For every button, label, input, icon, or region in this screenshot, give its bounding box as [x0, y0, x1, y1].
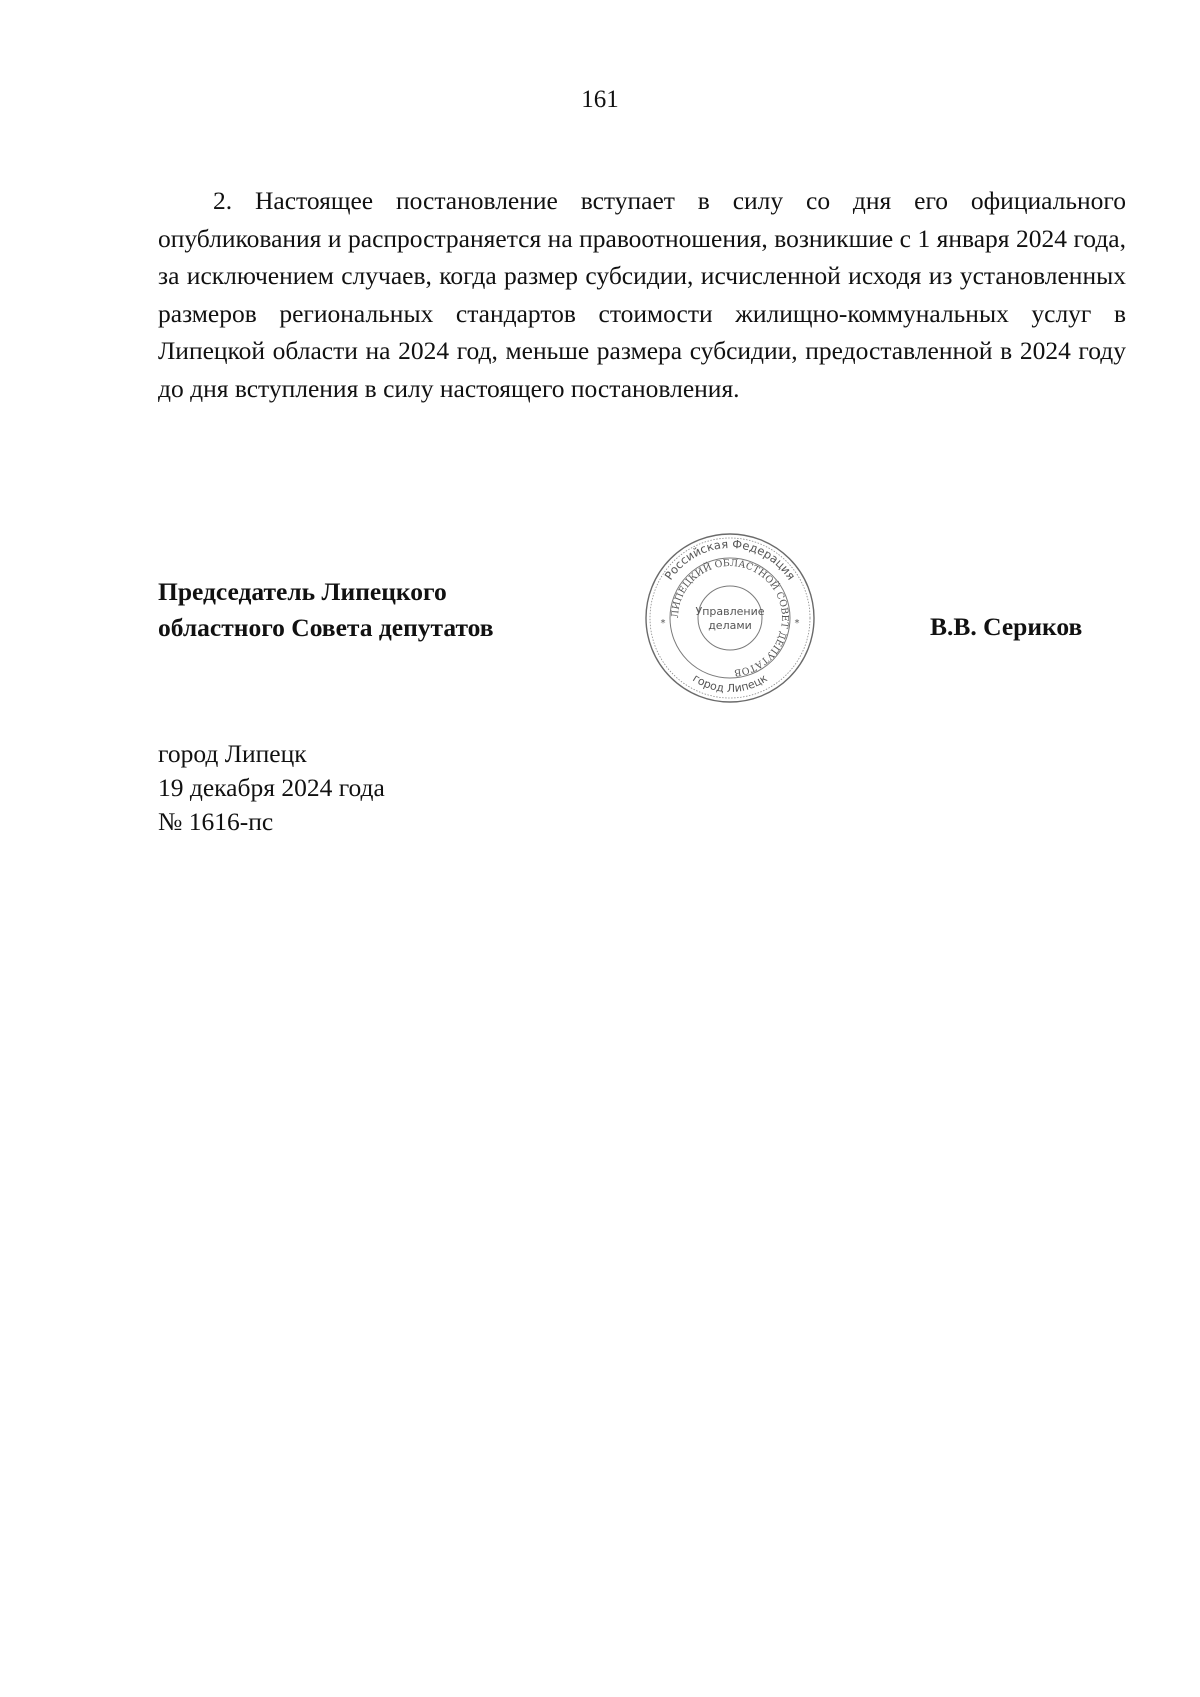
document-footer	[158, 737, 385, 839]
seal-ring-text: ЛИПЕЦКИЙ ОБЛАСТНОЙ СОВЕТ ДЕПУТАТОВ	[669, 557, 791, 678]
signatory-name: В.В. Сериков	[930, 612, 1083, 641]
footer-number: № 1616-пс	[158, 807, 274, 836]
signatory-title-line-1: Председатель Липецкого	[158, 577, 447, 606]
official-seal	[642, 530, 818, 706]
seal-star-left-icon: *	[660, 618, 666, 629]
signatory-title-line-2: областного Совета депутатов	[158, 613, 494, 642]
page-number: 161	[581, 86, 619, 113]
footer-city: город Липецк	[158, 739, 307, 768]
seal-outer-text: Российская Федерация	[661, 536, 799, 583]
signatory-title	[158, 574, 494, 646]
seal-star-right-icon: *	[794, 618, 800, 629]
seal-bottom-text: город Липецк	[690, 671, 770, 696]
footer-date: 19 декабря 2024 года	[158, 773, 385, 802]
seal-center-line-1: Управление	[695, 605, 765, 618]
seal-center-line-2: делами	[708, 619, 752, 632]
resolution-paragraph: 2. Настоящее постановление вступает в силу со дня его официального опубликования и распространяется на правоотношения, возникшие с 1 января 2024 года, за исключением случаев, когда размер субсидии, исчисленной исходя из установленных размеров региональных стандартов стоимости жилищно-коммунальных услуг в Липецкой области на 2024 год, меньше размера субсидии, предоставленной в 2024 году до дня вступления в силу настоящего постановления.	[158, 186, 1126, 403]
